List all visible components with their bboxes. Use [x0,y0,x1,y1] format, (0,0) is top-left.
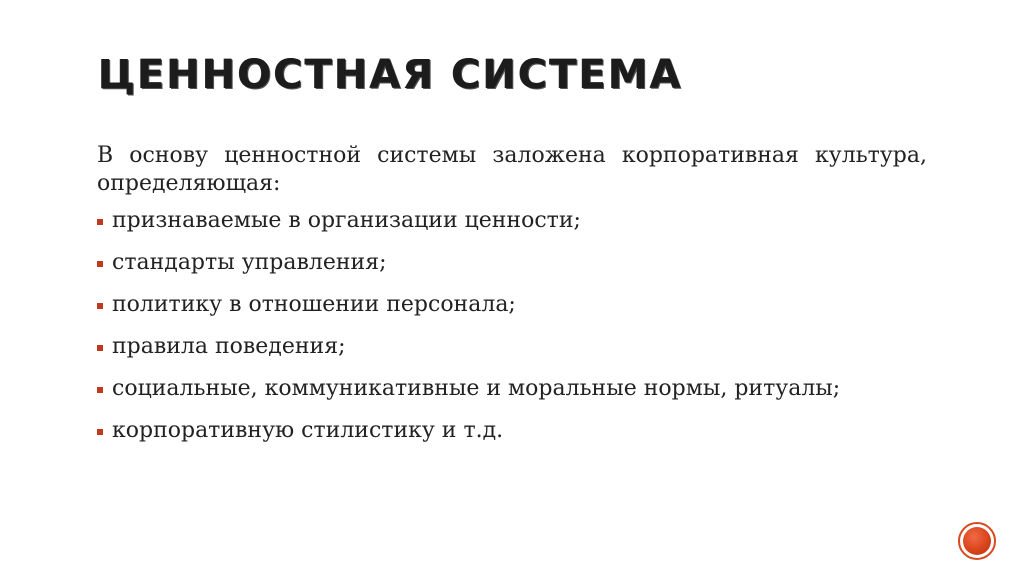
list-item [97,333,927,361]
square-bullet-icon [97,345,103,351]
intro-paragraph: В основу ценностной системы заложена корпоративная культура, определяющая: [97,143,927,196]
square-bullet-icon [97,303,103,309]
list-item [97,291,927,319]
square-bullet-icon [97,219,103,225]
square-bullet-icon [97,429,103,435]
square-bullet-icon [97,261,103,267]
slide-nav-circle-icon[interactable] [958,522,996,560]
list-item-text: корпоративную стилистику и т.д. [112,418,504,443]
list-item [97,375,927,403]
square-bullet-icon [97,387,103,393]
list-item [97,249,927,277]
list-item-text: признаваемые в организации ценности; [112,208,581,233]
orange-circle-icon [963,527,991,555]
list-item-text: стандарты управления; [112,250,387,275]
list-item-text: политику в отношении персонала; [112,292,516,317]
bullet-list [97,207,927,445]
slide-title: ЦЕННОСТНАЯ СИСТЕМА [98,52,683,98]
list-item [97,417,927,445]
list-item-text: социальные, коммуникативные и моральные нормы, ритуалы; [112,376,841,401]
list-item-text: правила поведения; [112,334,346,359]
list-item [97,207,927,235]
slide-body [97,142,927,459]
